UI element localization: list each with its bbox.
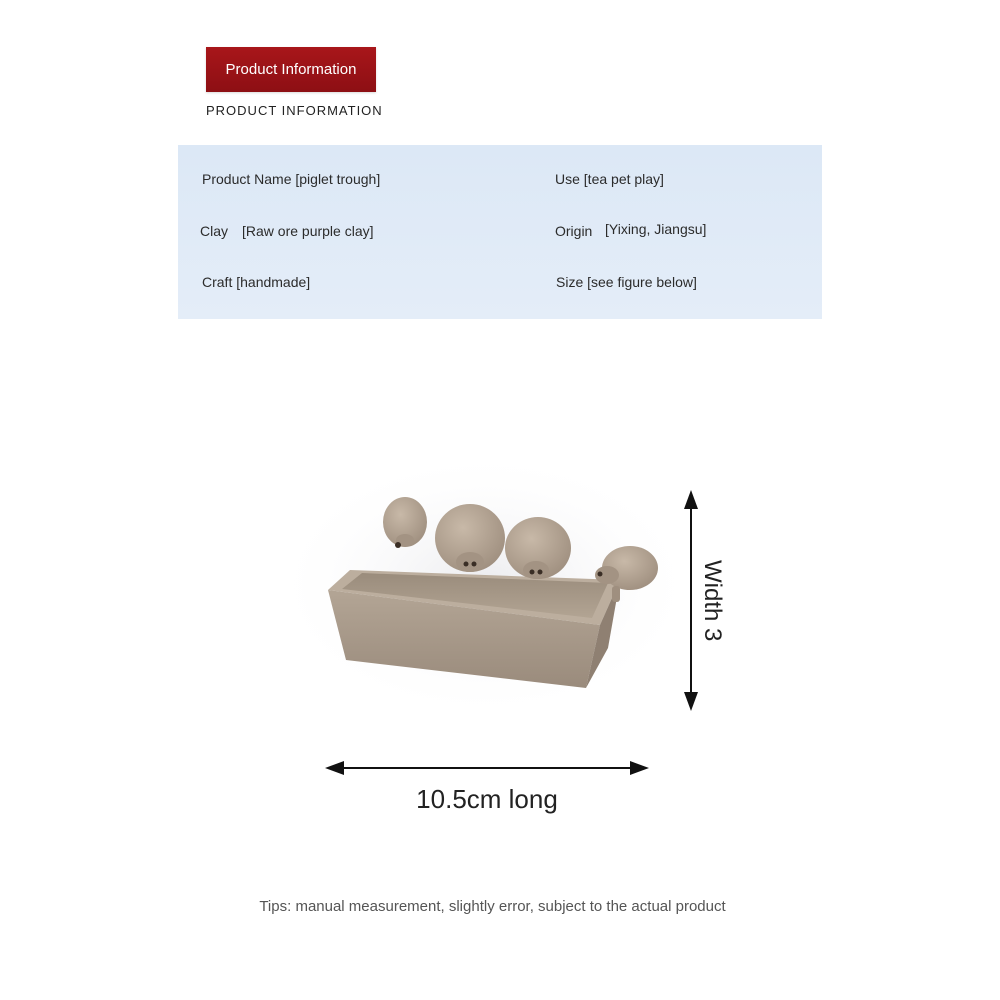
origin-label: Origin bbox=[555, 223, 593, 239]
length-arrow bbox=[325, 761, 649, 775]
product-information-subtitle: PRODUCT INFORMATION bbox=[206, 103, 383, 118]
clay-label: Clay bbox=[200, 223, 229, 239]
craft: Craft [handmade] bbox=[202, 274, 311, 290]
origin-value: [Yixing, Jiangsu] bbox=[605, 221, 707, 237]
width-label: Width 3 bbox=[699, 560, 726, 642]
measurement-tips: Tips: manual measurement, slightly error, subject to the actual product bbox=[259, 898, 726, 915]
product-use: Use [tea pet play] bbox=[555, 171, 664, 187]
product-name: Product Name [piglet trough] bbox=[202, 171, 381, 187]
clay-value: [Raw ore purple clay] bbox=[242, 223, 374, 239]
size: Size [see figure below] bbox=[556, 274, 697, 290]
product-information-badge: Product Information bbox=[206, 47, 376, 92]
length-label: 10.5cm long bbox=[416, 784, 558, 814]
width-arrow bbox=[684, 490, 698, 711]
